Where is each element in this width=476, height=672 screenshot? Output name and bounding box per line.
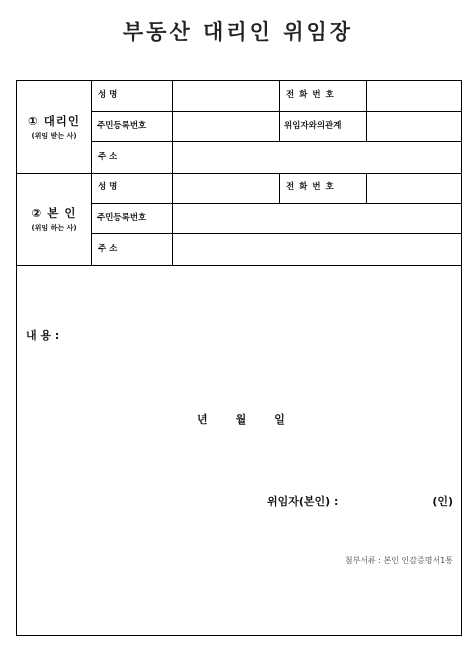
date-line [197,411,313,427]
attachment-note: 첨부서류 : 본인 인감증명서1통 [344,556,453,565]
agent-sublabel: (위임 받는 사) [31,132,77,140]
seal-mark: (인) [432,495,453,508]
date-day-label: 일 [274,413,285,426]
phone-value-divider [366,81,367,141]
principal-rrn-field[interactable] [176,206,458,230]
principal-sublabel: (위임 하는 사) [31,224,77,232]
principal-address-field[interactable] [176,237,458,261]
info-table [17,81,461,267]
agent-rrn-field[interactable] [176,114,276,138]
label-column-divider [91,81,92,265]
agent-phone-field[interactable] [370,84,458,108]
agent-name-label: 성 명 [98,90,118,100]
agent-rrn-label: 주민등록번호 [97,121,147,131]
principal-section-label [17,205,91,233]
principal-rrn-label: 주민등록번호 [97,213,147,223]
row-divider [91,203,461,204]
principal-phone-field[interactable] [370,176,458,200]
principal-label: ② 본 인 [31,206,77,220]
agent-name-field[interactable] [176,84,276,108]
phone-label-divider [279,173,280,203]
section-divider [17,173,461,174]
form-sheet [16,80,462,636]
agent-phone-label: 전 화 번 호 [286,90,335,100]
agent-address-label: 주 소 [98,152,118,162]
row-divider [91,111,461,112]
table-bottom-border [17,265,461,266]
principal-name-label: 성 명 [98,182,118,192]
document-title: 부동산 대리인 위임장 [122,20,354,44]
field-column-divider [172,81,173,265]
content-label: 내 용 : [26,329,60,342]
row-divider [91,233,461,234]
principal-phone-label: 전 화 번 호 [286,182,335,192]
date-month-label: 월 [235,413,247,426]
agent-relation-field[interactable] [370,114,458,138]
agent-relation-label: 위임자와의관계 [284,121,342,131]
signer-label: 위임자(본인) : [267,495,339,508]
row-divider [91,141,461,142]
date-year-label: 년 [197,413,208,426]
agent-address-field[interactable] [176,145,458,169]
agent-label: ① 대리인 [27,114,81,128]
principal-name-field[interactable] [176,176,276,200]
phone-label-divider [279,81,280,141]
phone-value-divider [366,173,367,203]
principal-address-label: 주 소 [98,244,118,254]
agent-section-label [17,113,91,141]
